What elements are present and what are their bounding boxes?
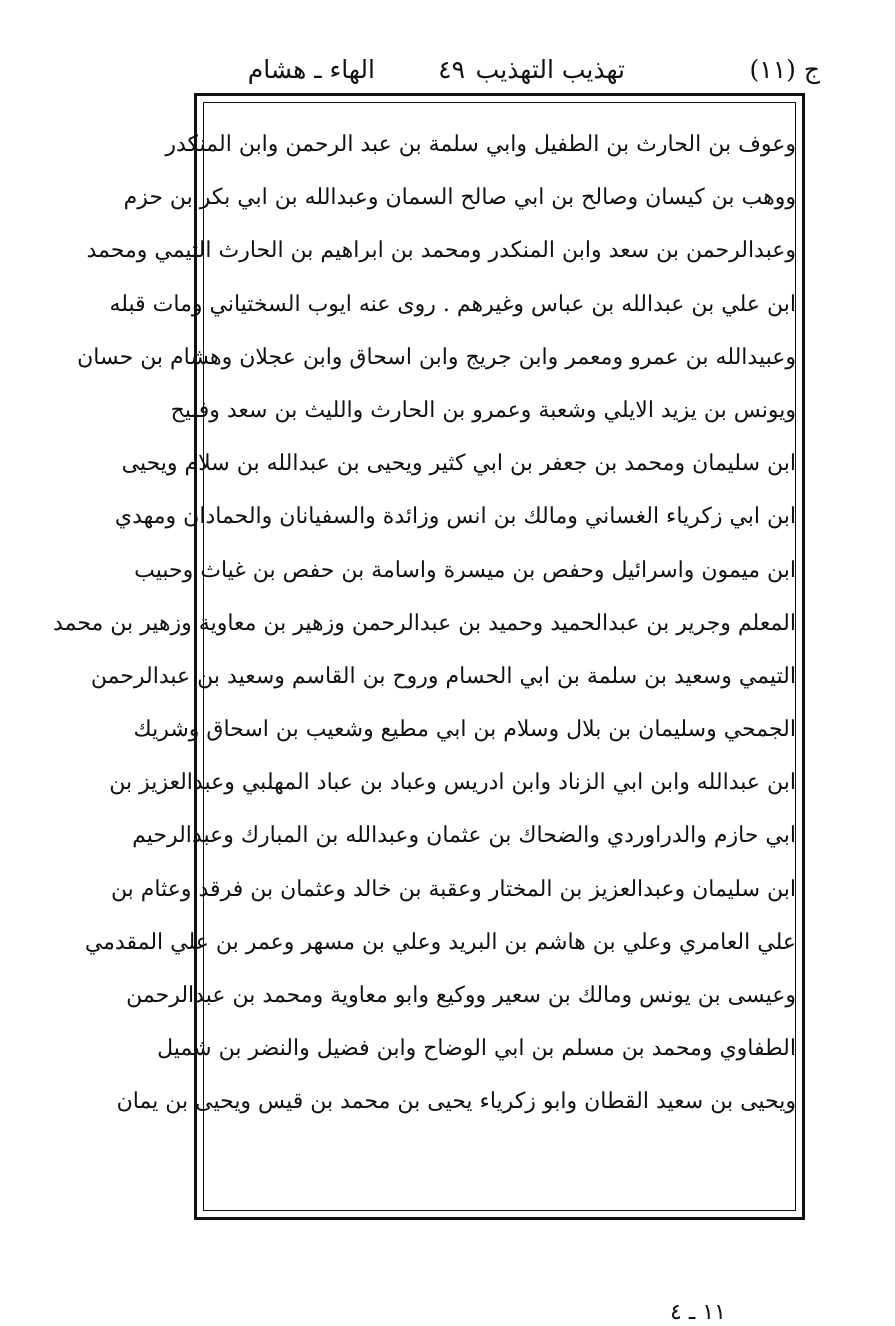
text-line: وعيسى بن يونس ومالك بن سعير ووكيع وابو معاوية ومحمد بن عبدالرحمن <box>126 983 796 1008</box>
text-line: ابي حازم والدراوردي والضحاك بن عثمان وعبدالله بن المبارك وعبدالرحيم <box>132 823 796 849</box>
text-line: الطفاوي ومحمد بن مسلم بن ابي الوضاح وابن فضيل والنضر بن شميل <box>157 1036 796 1062</box>
text-line: وعوف بن الحارث بن الطفيل وابي سلمة بن عبد الرحمن وابن المنكدر <box>165 132 796 157</box>
text-line: ابن سليمان ومحمد بن جعفر بن ابي كثير ويحيى بن عبدالله بن سلام ويحيى <box>121 451 796 477</box>
text-line: التيمي وسعيد بن سلمة بن ابي الحسام وروح بن القاسم وسعيد بن عبدالرحمن <box>90 663 796 689</box>
text-line: علي العامري وعلي بن هاشم بن البريد وعلي بن مسهر وعمر بن علي المقدمي <box>84 929 796 955</box>
printer-signature: ١١ ـ ٤ <box>670 1300 726 1325</box>
text-line: وعبيدالله بن عمرو ومعمر وابن جريج وابن اسحاق وابن عجلان وهشام بن حسان <box>77 344 796 370</box>
section-title: الهاء ـ هشام <box>247 55 375 84</box>
page-header <box>190 50 820 90</box>
text-line: وعبدالرحمن بن سعد وابن المنكدر ومحمد بن ابراهيم بن الحارث التيمي ومحمد <box>86 238 796 264</box>
volume-number: ج (١١) <box>749 55 820 84</box>
body-text <box>53 118 796 1129</box>
text-line: ابن علي بن عبدالله بن عباس وغيرهم . روى عنه ايوب السختياني ومات قبله <box>109 291 796 317</box>
text-line: ويحيى بن سعيد القطان وابو زكرياء يحيى بن محمد بن قيس ويحيى بن يمان <box>116 1089 796 1115</box>
text-line: ووهب بن كيسان وصالح بن ابي صالح السمان وعبدالله بن ابي بكر بن حزم <box>123 185 796 211</box>
text-line: ابن ميمون واسرائيل وحفص بن ميسرة واسامة بن حفص بن غياث وحبيب <box>134 557 796 583</box>
text-line: ابن ابي زكرياء الغساني ومالك بن انس وزائدة والسفيانان والحمادان ومهدي <box>114 504 796 530</box>
page-number: ٤٩ <box>438 55 465 84</box>
text-line: الجمحي وسليمان بن بلال وسلام بن ابي مطيع وشعيب بن اسحاق وشريك <box>133 717 796 743</box>
text-line: ابن سليمان وعبدالعزيز بن المختار وعقبة بن خالد وعثمان بن فرقد وعثام بن <box>110 876 796 902</box>
text-line: المعلم وجرير بن عبدالحميد وحميد بن عبدالرحمن وزهير بن معاوية وزهير بن محمد <box>53 610 796 636</box>
text-line: ابن عبدالله وابن ابي الزناد وابن ادريس وعباد بن عباد المهلبي وعبدالعزيز بن <box>109 770 796 796</box>
text-line: ويونس بن يزيد الايلي وشعبة وعمرو بن الحارث والليث بن سعد وفليح <box>170 397 796 423</box>
book-title: تهذيب التهذيب <box>475 55 625 84</box>
